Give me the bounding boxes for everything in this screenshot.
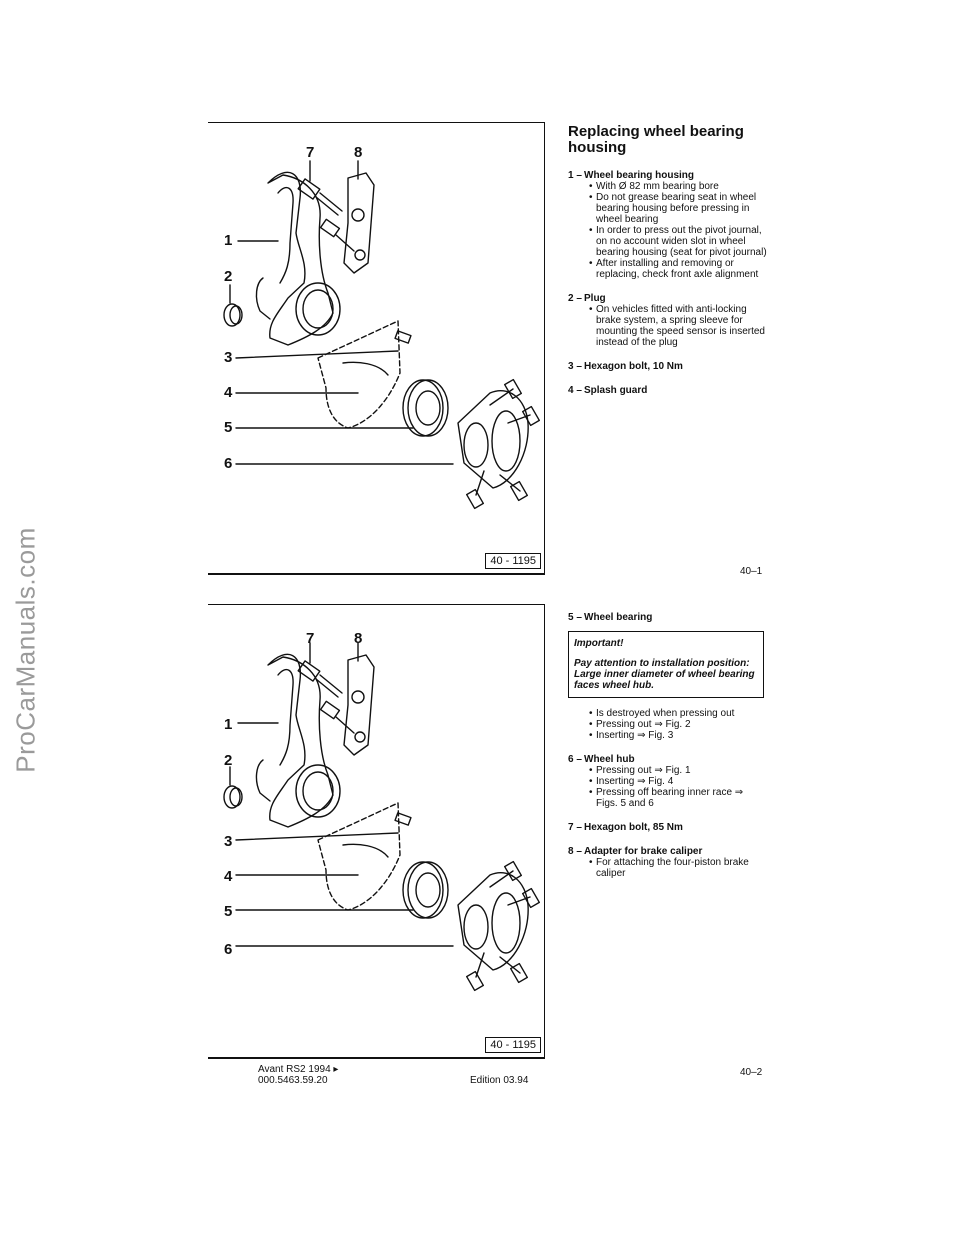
callout-5: 5 <box>224 419 233 436</box>
item-heading: 3 – Hexagon bolt, 10 Nm <box>568 361 683 372</box>
callout-1: 1 <box>224 716 233 733</box>
figure-reference: 40 - 1195 <box>485 553 541 569</box>
bullet-item: • Inserting ⇒ Fig. 3 <box>590 730 764 741</box>
page2-text-column <box>568 612 764 892</box>
callout-8: 8 <box>354 144 363 161</box>
bullet-item: • Pressing out ⇒ Fig. 2 <box>590 719 764 730</box>
page-number: 40–2 <box>740 1067 763 1078</box>
bullet-item: • For attaching the four-piston brake caliper <box>590 857 764 879</box>
footer-model: Avant RS2 1994 ▸ <box>258 1064 339 1075</box>
item-heading: 7 – Hexagon bolt, 85 Nm <box>568 822 683 833</box>
callout-7: 7 <box>306 144 315 161</box>
callout-2: 2 <box>224 752 233 769</box>
item-heading: 4 – Splash guard <box>568 385 648 396</box>
callout-1: 1 <box>224 232 233 249</box>
list-item <box>568 708 764 741</box>
important-notice <box>568 631 764 698</box>
bullet-list <box>568 181 768 280</box>
bullet-item: • After installing and removing or replacing, check front axle alignment <box>590 258 768 280</box>
bullet-item: • On vehicles fitted with anti-locking brake system, a spring sleeve for mounting the speed sensor is inserted instead of the plug <box>590 304 768 348</box>
callout-2: 2 <box>224 268 233 285</box>
bullet-item: • Pressing out ⇒ Fig. 1 <box>590 765 764 776</box>
list-item <box>568 293 768 348</box>
section-title: Replacing wheel bearing housing <box>568 123 744 156</box>
callout-5: 5 <box>224 903 233 920</box>
exploded-view-drawing <box>208 123 544 573</box>
important-text: Pay attention to installation position: Large inner diameter of wheel bearing faces wheel hub. <box>574 658 755 691</box>
bullet-item: • Inserting ⇒ Fig. 4 <box>590 776 764 787</box>
callout-3: 3 <box>224 833 233 850</box>
list-item <box>568 846 764 879</box>
exploded-view-figure-top <box>208 122 545 575</box>
bullet-item: • Do not grease bearing seat in wheel bearing housing before pressing in wheel bearing <box>590 192 768 225</box>
important-title: Important! <box>574 638 624 649</box>
exploded-view-figure-bottom <box>208 604 545 1059</box>
exploded-view-drawing <box>208 605 544 1057</box>
item-heading: 6 – Wheel hub <box>568 754 635 765</box>
bullet-item: • Pressing off bearing inner race ⇒ Figs. 5 and 6 <box>590 787 764 809</box>
bullet-list <box>568 304 768 348</box>
list-item <box>568 361 768 372</box>
bullet-list <box>568 765 764 809</box>
bullet-item: • Is destroyed when pressing out <box>590 708 764 719</box>
footer-doc-number: 000.5463.59.20 <box>258 1075 328 1086</box>
bullet-item: • With Ø 82 mm bearing bore <box>590 181 768 192</box>
bullet-list <box>568 857 764 879</box>
callout-4: 4 <box>224 868 233 885</box>
list-item <box>568 754 764 809</box>
item-heading: 2 – Plug <box>568 293 606 304</box>
callout-8: 8 <box>354 630 363 647</box>
page1-text-column <box>568 124 768 409</box>
figure-reference: 40 - 1195 <box>485 1037 541 1053</box>
callout-4: 4 <box>224 384 233 401</box>
page-number: 40–1 <box>740 566 763 577</box>
item-heading: 1 – Wheel bearing housing <box>568 170 695 181</box>
list-item <box>568 822 764 833</box>
list-item <box>568 385 768 396</box>
bullet-list <box>568 708 764 741</box>
side-watermark <box>6 300 46 1000</box>
footer-edition: Edition 03.94 <box>470 1075 529 1086</box>
item-heading: 5 – Wheel bearing <box>568 612 653 623</box>
callout-6: 6 <box>224 455 233 472</box>
bullet-item: • In order to press out the pivot journal, on no account widen slot in wheel bearing housing (seat for pivot journal) <box>590 225 768 258</box>
item-heading: 8 – Adapter for brake caliper <box>568 846 703 857</box>
callout-6: 6 <box>224 941 233 958</box>
list-item <box>568 170 768 280</box>
watermark-text: ProCarManuals.com <box>10 527 41 773</box>
callout-7: 7 <box>306 630 315 647</box>
callout-3: 3 <box>224 349 233 366</box>
